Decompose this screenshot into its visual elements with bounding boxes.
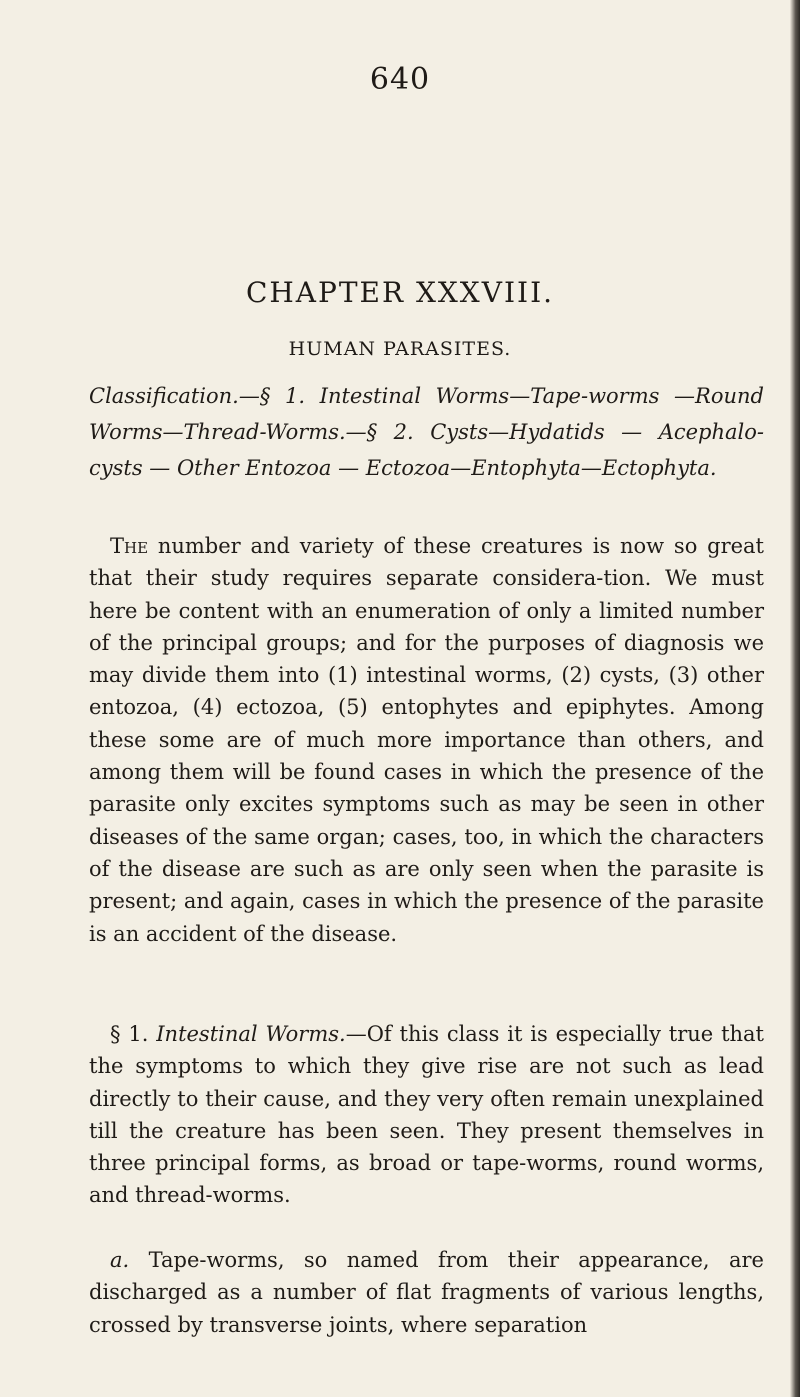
section-title: HUMAN PARASITES.: [288, 338, 512, 360]
paragraph-tape-worms: [89, 1244, 764, 1341]
paragraph-lead-word: The: [110, 534, 149, 558]
paragraph-introduction: [89, 530, 764, 950]
paragraph-intestinal-worms-body: —Of this class it is especially true that the symptoms to which they give rise are not such as lead directly to their cause, and they very often remain unexplained till the creature has been seen. They present themselves in three principal forms, as broad or tape-worms, round worms, and thread-worms.: [89, 1022, 764, 1208]
section-marker: § 1.: [110, 1022, 149, 1046]
paragraph-introduction-body: number and variety of these creatures is now so great that their study requires separate considera-tion. We must here be content with an enumeration of only a limited number of the principal groups; and for the purposes of diagnosis we may divide them into (1) intestinal worms, (2) cysts, (3) other entozoa, (4) ectozoa, (5) entophytes and epiphytes. Among these some are of much more importance than others, and among them will be found cases in which the presence of the parasite only excites symptoms such as may be seen in other diseases of the same organ; cases, too, in which the characters of the disease are such as are only seen when the parasite is present; and again, cases in which the presence of the parasite is an accident of the disease.: [89, 534, 764, 946]
paragraph-tape-worms-body: Tape-worms, so named from their appearance, are discharged as a number of flat fragments of various lengths, crossed by transverse joints, where separation: [89, 1248, 764, 1337]
page-number: 640: [369, 62, 431, 97]
paragraph-intestinal-worms: [89, 1018, 764, 1212]
subsection-label: a.: [110, 1248, 130, 1272]
chapter-title: CHAPTER XXXVIII.: [245, 276, 555, 309]
page-edge-shadow: [790, 0, 800, 1397]
chapter-synopsis: Classification.—§ 1. Intestinal Worms—Tape-worms —Round Worms—Thread-Worms.—§ 2. Cysts—Hydatids — Acephalo-cysts — Other Entozoa — Ectozoa—Entophyta—Ectophyta.: [89, 384, 764, 480]
section-heading: Intestinal Worms.: [156, 1022, 346, 1046]
